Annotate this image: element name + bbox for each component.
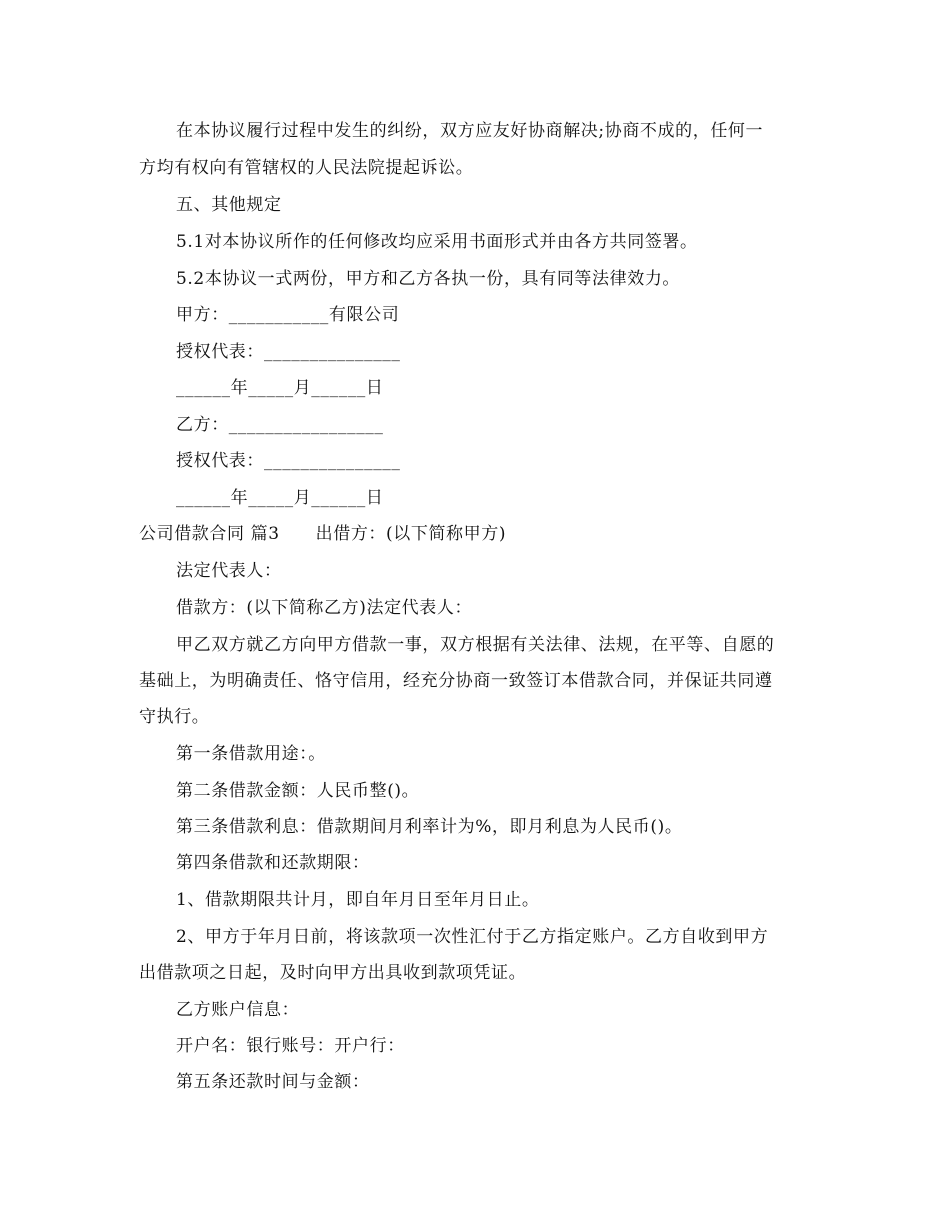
paragraph-line: 守执行。	[139, 707, 210, 727]
signature-party-b: 乙方：_________________	[176, 415, 384, 435]
paragraph-line: 1、借款期限共计月，即自年月日至年月日止。	[176, 890, 540, 910]
article-line: 第一条借款用途：。	[176, 744, 326, 764]
article-line: 第四条借款和还款期限：	[176, 853, 370, 873]
article-line: 第五条还款时间与金额：	[176, 1072, 370, 1092]
paragraph-line: 乙方账户信息：	[176, 1000, 300, 1020]
paragraph-line: 5.1对本协议所作的任何修改均应采用书面形式并由各方共同签署。	[176, 232, 698, 252]
clause-heading: 五、其他规定	[176, 195, 282, 215]
article-line: 第二条借款金额：人民币整()。	[176, 781, 420, 801]
paragraph-line: 法定代表人：	[176, 561, 282, 581]
paragraph-line: 甲乙双方就乙方向甲方借款一事，双方根据有关法律、法规，在平等、自愿的	[176, 635, 775, 655]
signature-representative-b: 授权代表：_______________	[176, 451, 401, 471]
section-title: 公司借款合同 篇3	[139, 524, 280, 544]
signature-representative-a: 授权代表：_______________	[176, 342, 401, 362]
signature-date-a: ______年_____月______日	[176, 378, 384, 398]
paragraph-line: 基础上，为明确责任、恪守信用，经充分协商一致签订本借款合同，并保证共同遵	[139, 671, 773, 691]
paragraph-line: 2、甲方于年月日前，将该款项一次性汇付于乙方指定账户。乙方自收到甲方	[176, 927, 769, 947]
lender-line: 出借方：(以下简称甲方)	[315, 524, 507, 544]
section-heading	[139, 523, 506, 545]
paragraph-line: 出借款项之日起，及时向甲方出具收到款项凭证。	[139, 963, 527, 983]
paragraph-line: 开户名：银行账号：开户行：	[176, 1036, 405, 1056]
paragraph-line: 5.2本协议一式两份，甲方和乙方各执一份，具有同等法律效力。	[176, 269, 681, 289]
paragraph-line: 方均有权向有管辖权的人民法院提起诉讼。	[139, 158, 474, 178]
signature-date-b: ______年_____月______日	[176, 488, 384, 508]
paragraph-line: 借款方：(以下简称乙方)法定代表人：	[176, 598, 473, 618]
signature-party-a: 甲方：___________有限公司	[176, 305, 400, 325]
paragraph-line: 在本协议履行过程中发生的纠纷，双方应友好协商解决;协商不成的，任何一	[176, 121, 764, 141]
article-line: 第三条借款利息：借款期间月利率计为%，即月利息为人民币()。	[176, 817, 683, 837]
